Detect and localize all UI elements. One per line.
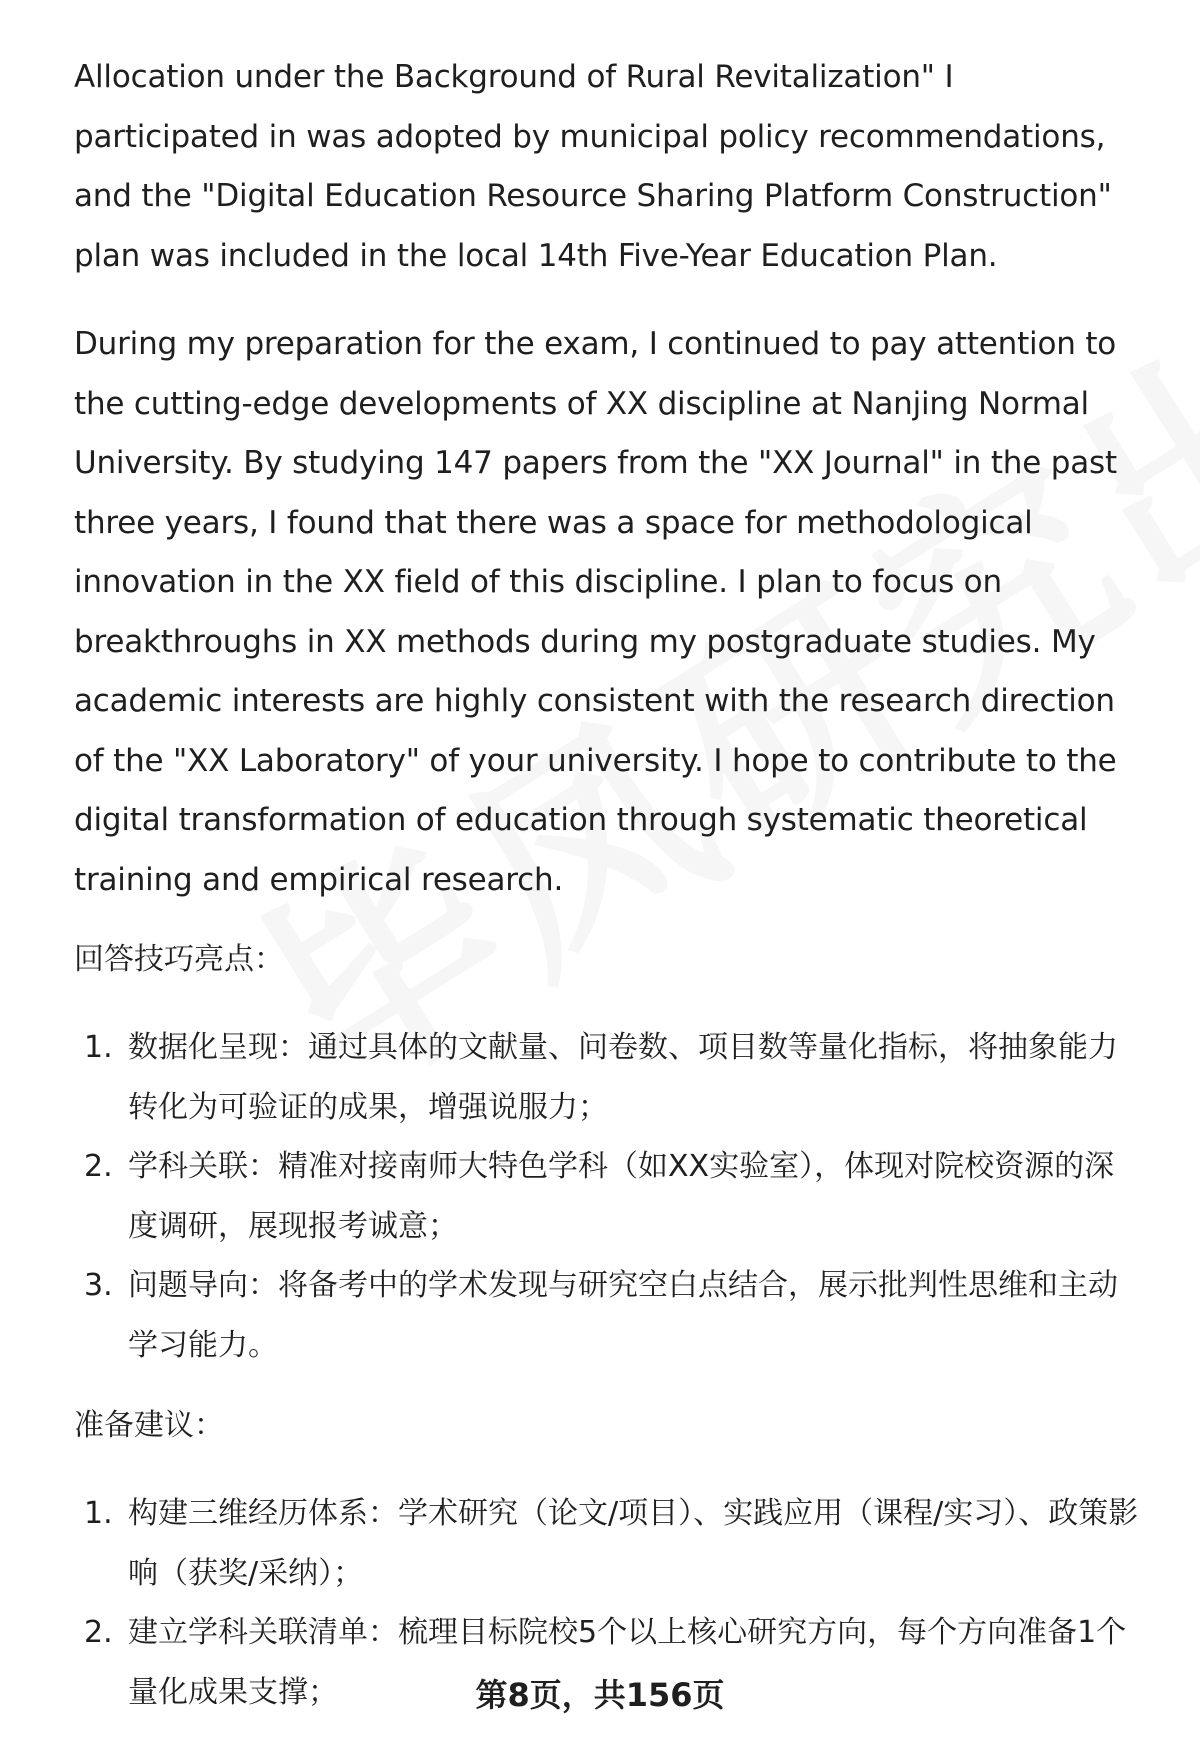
list-number: 3. <box>84 1268 113 1303</box>
highlights-heading: 回答技巧亮点： <box>74 942 284 977</box>
list-number: 2. <box>84 1615 113 1650</box>
list-item-text: 学科关联：精准对接南师大特色学科（如XX实验室），体现对院校资源的深度调研，展现报考诚意； <box>128 1149 1115 1244</box>
list-item <box>74 1018 1144 1137</box>
list-item-text: 问题导向：将备考中的学术发现与研究空白点结合，展示批判性思维和主动学习能力。 <box>128 1268 1118 1363</box>
list-item <box>74 1137 1144 1256</box>
list-number: 1. <box>84 1496 113 1531</box>
list-item <box>74 1256 1144 1375</box>
list-item-text: 构建三维经历体系：学术研究（论文/项目）、实践应用（课程/实习）、政策影响（获奖/采纳）； <box>128 1496 1139 1591</box>
list-item-text: 建立学科关联清单：梳理目标院校5个以上核心研究方向，每个方向准备1个量化成果支撑； <box>128 1615 1127 1710</box>
highlights-list <box>74 1018 1144 1375</box>
list-number: 1. <box>84 1030 113 1065</box>
list-number: 2. <box>84 1149 113 1184</box>
paragraph-exam-preparation: During my preparation for the exam, I continued to pay attention to the cutting-edge developments of XX discipline at Nanjing Normal University. By studying 147 papers from the "XX Journal" in the past three years, I found that there was a space for methodological innovation in the XX field of this discipline. I plan to focus on breakthroughs in XX methods during my postgraduate studies. My academic interests are highly consistent with the research direction of the "XX Laboratory" of your university. I hope to contribute to the digital transformation of education through systematic theoretical training and empirical research. <box>74 326 1117 898</box>
list-item-text: 数据化呈现：通过具体的文献量、问卷数、项目数等量化指标，将抽象能力转化为可验证的成果，增强说服力； <box>128 1030 1118 1125</box>
document-body <box>74 48 1144 1752</box>
list-item <box>74 1484 1144 1603</box>
paragraph-policy-adoption: Allocation under the Background of Rural Revitalization" I participated in was adopted by municipal policy recommendations, and the "Digital Education Resource Sharing Platform Construction" plan was included in the local 14th Five-Year Education Plan. <box>74 59 1112 274</box>
page-number-footer: 第8页，共156页 <box>475 1676 725 1714</box>
suggestions-heading: 准备建议： <box>74 1408 224 1443</box>
